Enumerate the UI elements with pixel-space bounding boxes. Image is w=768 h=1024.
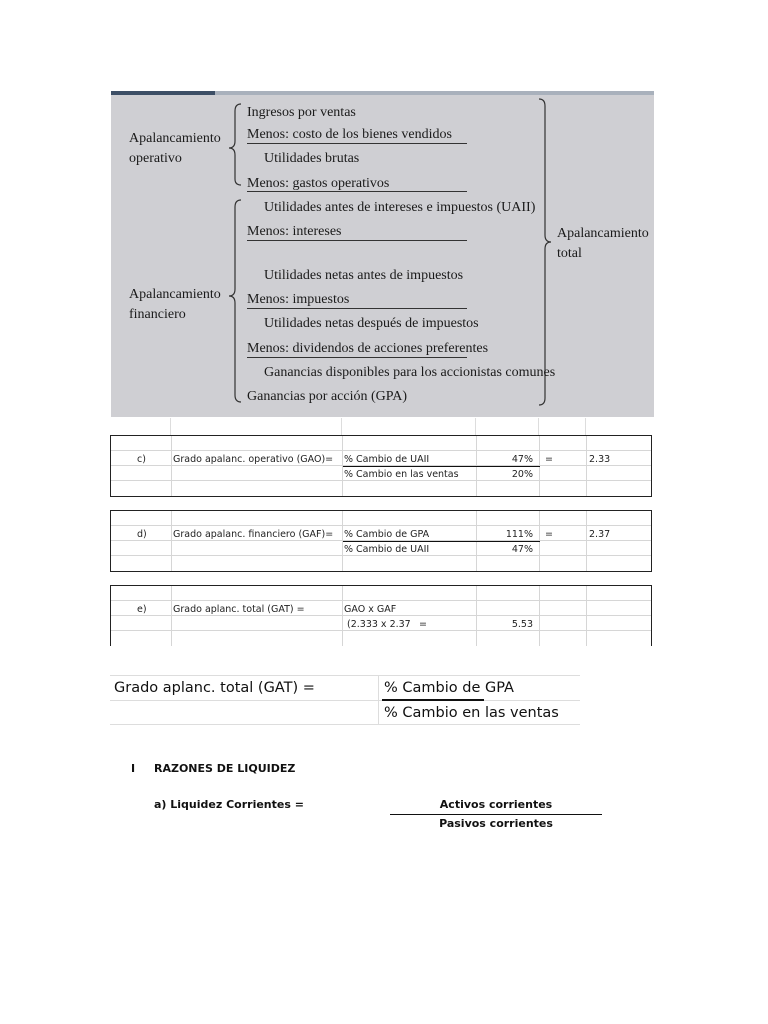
line-uaii: Utilidades antes de intereses e impuestos (UAII)	[264, 200, 536, 215]
gaf-result: 2.37	[589, 529, 611, 540]
label-apalancamiento-operativo-1: Apalancamiento	[129, 131, 221, 146]
liquidez-fraction-line	[390, 814, 602, 815]
rule-3	[247, 240, 467, 241]
line-gastos-operativos: Menos: gastos operativos	[247, 176, 390, 191]
line-ingresos: Ingresos por ventas	[247, 105, 356, 120]
gat-big-label: Grado aplanc. total (GAT) =	[114, 680, 315, 696]
line-utilidades-despues-impuestos: Utilidades netas después de impuestos	[264, 316, 479, 331]
gat-big-denominator: % Cambio en las ventas	[384, 705, 559, 721]
label-apalancamiento-financiero-1: Apalancamiento	[129, 287, 221, 302]
gat-formula-block	[110, 675, 580, 725]
leverage-diagram	[111, 91, 654, 417]
gat-label: Grado aplanc. total (GAT) =	[173, 604, 305, 615]
gao-denominator-value: 20%	[511, 469, 533, 480]
gat-big-numerator: % Cambio de GPA	[384, 680, 514, 696]
gaf-label: Grado apalanc. financiero (GAF)=	[173, 529, 334, 540]
gaf-fraction-line	[343, 541, 540, 542]
sheet-gao	[110, 435, 652, 497]
row-letter-c: c)	[137, 454, 146, 465]
gat-equals: =	[419, 619, 427, 630]
line-gpa: Ganancias por acción (GPA)	[247, 389, 408, 404]
line-impuestos: Menos: impuestos	[247, 292, 350, 307]
gaf-denominator-value: 47%	[511, 544, 533, 555]
gaf-denominator-label: % Cambio de UAII	[344, 544, 430, 555]
gao-result: 2.33	[589, 454, 611, 465]
line-utilidades-antes-impuestos: Utilidades netas antes de impuestos	[264, 268, 464, 283]
gaf-numerator-value: 111%	[505, 529, 533, 540]
gaf-numerator-label: % Cambio de GPA	[344, 529, 430, 540]
label-apalancamiento-total-2: total	[557, 246, 582, 261]
label-apalancamiento-financiero-2: financiero	[129, 307, 186, 322]
sheet-gat	[110, 585, 652, 646]
gao-fraction-line	[343, 466, 540, 467]
liquidez-numerator: Activos corrientes	[439, 798, 553, 811]
label-apalancamiento-operativo-2: operativo	[129, 151, 182, 166]
gat-calc: (2.333 x 2.37	[347, 619, 411, 630]
gao-equals: =	[545, 454, 553, 465]
rule-4	[247, 308, 467, 309]
rule-5	[247, 357, 467, 358]
section-numeral: I	[131, 762, 136, 775]
gat-big-fraction-line	[382, 699, 484, 701]
line-costo-bienes: Menos: costo de los bienes vendidos	[247, 127, 452, 142]
rule-1	[247, 143, 467, 144]
row-letter-d: d)	[137, 529, 147, 540]
section-heading: RAZONES DE LIQUIDEZ	[154, 762, 296, 775]
gat-formula: GAO x GAF	[344, 604, 397, 615]
gaf-equals: =	[545, 529, 553, 540]
gat-result: 5.53	[511, 619, 533, 630]
row-letter-e: e)	[137, 604, 147, 615]
sheet-gridlines-top	[110, 418, 650, 435]
line-intereses: Menos: intereses	[247, 224, 342, 239]
gao-label: Grado apalanc. operativo (GAO)=	[173, 454, 334, 465]
line-dividendos: Menos: dividendos de acciones preferentes	[247, 341, 489, 356]
line-utilidades-brutas: Utilidades brutas	[264, 151, 360, 166]
gao-numerator-value: 47%	[511, 454, 533, 465]
line-ganancias-disponibles: Ganancias disponibles para los accionistas comunes	[264, 365, 556, 380]
gao-denominator-label: % Cambio en las ventas	[344, 469, 459, 480]
liquidez-denominator: Pasivos corrientes	[439, 817, 553, 830]
liquidez-label: a) Liquidez Corrientes =	[154, 798, 304, 811]
label-apalancamiento-total-1: Apalancamiento	[557, 226, 649, 241]
rule-2	[247, 191, 467, 192]
sheet-gaf	[110, 510, 652, 572]
gao-numerator-label: % Cambio de UAII	[344, 454, 430, 465]
